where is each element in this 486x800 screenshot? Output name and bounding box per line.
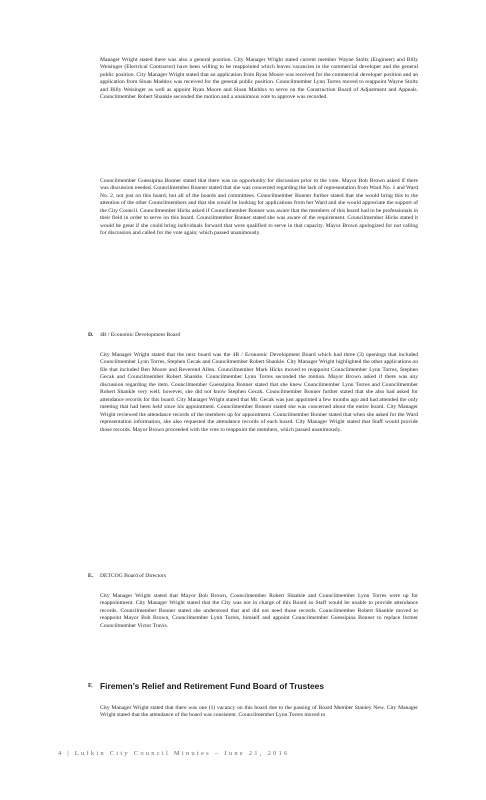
paragraph-firemen-fund: City Manager Wright stated that there was one (1) vacancy on this board due to the passing of Board Member Stanley New. City Manager Wright stated that the attendance of the board was consistent. Councilmember Lynn Torres moved to <box>100 705 418 719</box>
section-letter-d: D. <box>88 332 94 338</box>
paragraph-economic-development: City Manager Wright stated that the next board was the 4B / Economic Development Board which had three (3) openings that included Councilmember Lynn Torres, Stephen Gecak and Councilmember Robert Shankle. City Manager Wright highlighted the other applications on file that included Ben Moore and Reverend Allen. Councilmember Mark Hicks moved to reappoint Councilmember Lynn Torres, Stephen Gecak and Councilmember Robert Shankle. Councilmember Lynn Torres seconded the motion. Mayor Brown asked if there was any discussion regarding the item. Councilmember Guessipina Bonner stated that she knew Councilmember Lynn Torres and Councilmember Robert Shankle very well; however, she did not know Stephen Gecak. Councilmember Bonner further stated that she also had asked for attendance records for this board. City Manager Wright stated that Mr. Gecak was just appointed a few months ago and had attended the only meeting that had been held since his appointment. Councilmember Bonner stated she was concerned about the entire board. City Manager Wright reviewed the attendance records of the members up for appointment. Councilmember Bonner stated that when she asked for the Ward representation information, she also requested the attendance records of each board. City Manager Wright stated that Staff would provide those records. Mayor Brown proceeded with the vote to reappoint the members, which passed unanimously. <box>100 352 418 433</box>
paragraph-board-discussion: Councilmember Guessipina Bonner stated that there was no opportunity for discussion prior to the vote. Mayor Bob Brown asked if there was discussion needed. Councilmember Bonner stated that she was concerned regarding the lack of representation from Ward No. 1 and Ward No. 2, not just on this board, but all of the boards and committees. Councilmember Bonner further stated that she would bring this to the attention of the other Councilmembers and that she would be looking for applications from her Ward and she would appreciate the support of the City Council. Councilmember Hicks asked if Councilmember Bonner was aware that the members of this board had to be professionals in their field in order to serve on this board. Councilmember Bonner stated she was aware of the requirement. Councilmember Hicks stated it would be great if she could bring individuals forward that were qualified to serve in that capacity. Mayor Brown apologized for not calling for discussion and called for the vote again; which passed unanimously. <box>100 178 418 237</box>
paragraph-detcog: City Manager Wright stated that Mayor Bob Brown, Councilmember Robert Shankle and Councilmember Lynn Torres were up for reappointment. City Manager Wright stated that the City was not in charge of this Board so Staff would be unable to provide attendance records. Councilmember Bonner stated she understood that and did not need those records. Councilmember Robert Shankle moved to reappoint Mayor Bob Brown, Councilmember Lynn Torres, himself and appoint Councilmember Guessipina Bonner to replace former Councilmember Victor Travis. <box>100 593 418 629</box>
section-letter-f: F. <box>88 683 93 689</box>
section-title-e: DETCOG Board of Directors <box>100 573 167 579</box>
paragraph-construction-board: Manager Wright stated there was also a general position. City Manager Wright stated current member Wayne Stoltz (Engineer) and Billy Weisinger (Electrical Contractor) have been willing to be reappointed which leaves vacancies in the commercial developer and the general public position. City Manager Wright stated that an application from Ryan Moore was received for the commercial developer position and an application from Sloan Maddox was received for the general public position. Councilmember Lynn Torres moved to reappoint Wayne Stoltz and Billy Weisinger as well as appoint Ryan Moore and Sloan Maddox to serve on the Construction Board of Adjustment and Appeals. Councilmember Robert Shankle seconded the motion and a unanimous vote to approve was recorded. <box>100 57 418 101</box>
section-title-f: Firemen’s Relief and Retirement Fund Board of Trustees <box>100 681 324 691</box>
section-title-d: 4B / Economic Development Board <box>100 332 181 338</box>
section-letter-e: E. <box>88 573 94 579</box>
page-footer: 4 | Lufkin City Council Minutes – June 21, 2016 <box>58 750 290 757</box>
